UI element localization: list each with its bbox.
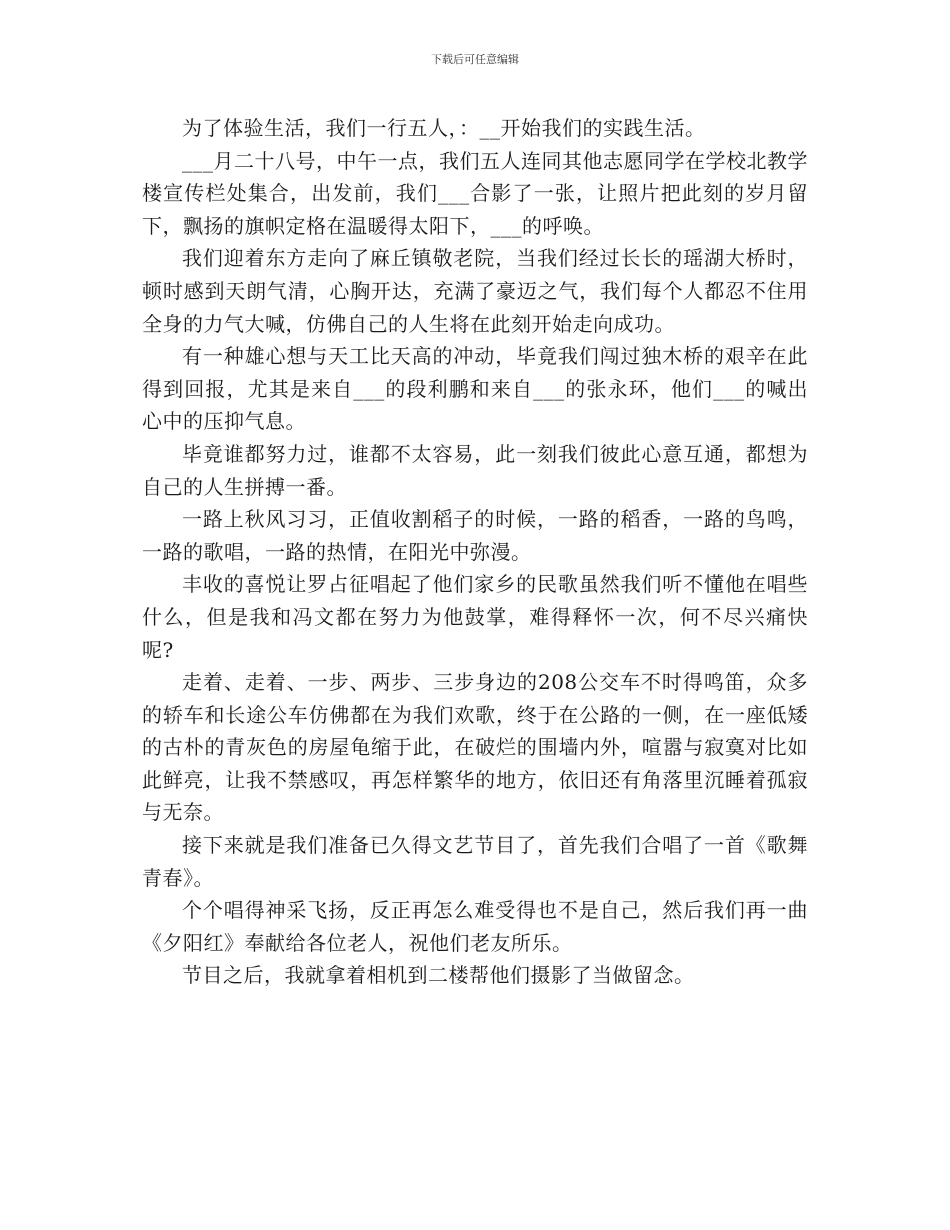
paragraph: 有一种雄心想与天工比天高的冲动，毕竟我们闯过独木桥的艰辛在此得到回报，尤其是来自___的段利鹏和来自___的张永环，他们___的喊出心中的压抑气息。 [142,344,808,434]
paragraph: 为了体验生活，我们一行五人，：__开始我们的实践生活。 [182,116,706,140]
paragraph: 节目之后，我就拿着相机到二楼帮他们摄影了当做留念。 [182,963,695,988]
page-header-note: 下载后可任意编辑 [431,53,519,66]
paragraph: 个个唱得神采飞扬，反正再怎么难受得也不是自己，然后我们再一曲《夕阳红》奉献给各位老人，祝他们老友所乐。 [142,898,808,955]
paragraph: 丰收的喜悦让罗占征唱起了他们家乡的民歌虽然我们听不懂他在唱些什么，但是我和冯文都在努力为他鼓掌，难得释怀一次，何不尽兴痛快呢? [142,572,808,662]
paragraph: 一路上秋风习习，正值收割稻子的时候，一路的稻香，一路的鸟鸣，一路的歌唱，一路的热情，在阳光中弥漫。 [142,507,808,564]
paragraph: 毕竟谁都努力过，谁都不太容易，此一刻我们彼此心意互通，都想为自己的人生拼搏一番。 [142,441,808,499]
paragraph: ___月二十八号，中午一点，我们五人连同其他志愿同学在学校北教学楼宣传栏处集合，出发前，我们___合影了一张，让照片把此刻的岁月留下，飘扬的旗帜定格在温暖得太阳下，___的呼唤。 [142,148,808,238]
paragraph: 接下来就是我们准备已久得文艺节目了，首先我们合唱了一首《歌舞青春》。 [142,833,808,890]
paragraph: 我们迎着东方走向了麻丘镇敬老院，当我们经过长长的瑶湖大桥时，顿时感到天朗气清，心胸开达，充满了豪迈之气，我们每个人都忍不住用全身的力气大喊，仿佛自己的人生将在此刻开始走向成功。 [142,246,808,336]
paragraph: 走着、走着、一步、两步、三步身边的208公交车不时得鸣笛，众多的轿车和长途公车仿佛都在为我们欢歌，终于在公路的一侧，在一座低矮的古朴的青灰色的房屋龟缩于此，在破烂的围墙内外，喧嚣与寂寞对比如此鲜亮，让我不禁感叹，再怎样繁华的地方，依旧还有角落里沉睡着孤寂与无奈。 [142,670,808,825]
document-body [142,112,808,992]
